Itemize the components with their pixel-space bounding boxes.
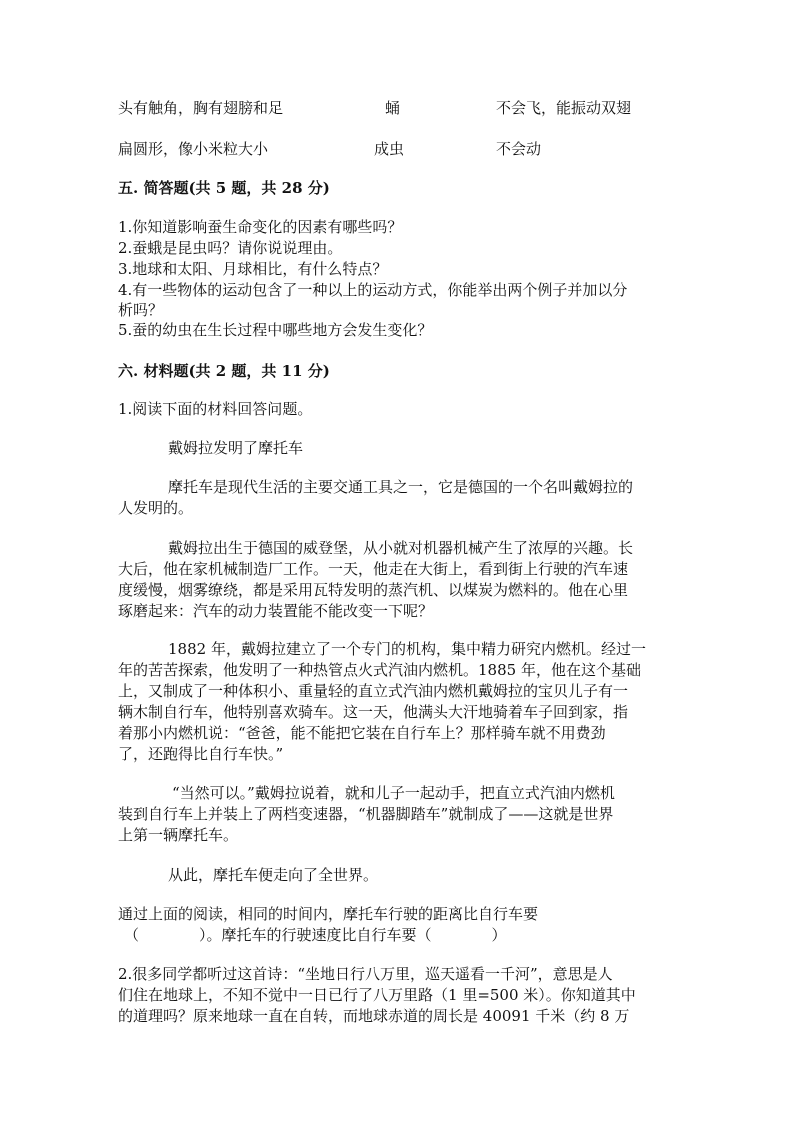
question-2-line-3: 的道理吗？原来地球一直在自转，而地球赤道的周长是 40091 千米（约 8 万: [118, 1007, 630, 1025]
paragraph-4-line-1: “当然可以。”戴姆拉说着，就和儿子一起动手，把直立式汽油内燃机: [172, 784, 615, 802]
paragraph-3-line-1: 1882 年，戴姆拉建立了一个专门的机构，集中精力研究内燃机。经过一: [168, 640, 646, 658]
paragraph-3-line-5: 着那小内燃机说：“爸爸，能不能把它装在自行车上？那样骑车就不用费劲: [118, 724, 606, 742]
section5-item-2: 2.蚕蛾是昆虫吗？请你说说理由。: [118, 239, 343, 257]
paragraph-3-line-2: 年的苦苦探索，他发明了一种热管点火式汽油内燃机。1885 年，他在这个基础: [118, 661, 641, 679]
match-right-1: 不会飞，能振动双翅: [496, 99, 632, 117]
section5-heading: 五. 简答题(共 5 题，共 28 分): [118, 179, 330, 197]
question-1-line-1: 通过上面的阅读，相同的时间内，摩托车行驶的距离比自行车要: [118, 905, 539, 923]
section5-item-4-cont: 析吗？: [118, 301, 164, 319]
article-title: 戴姆拉发明了摩托车: [168, 439, 304, 457]
match-mid-1: 蛹: [385, 99, 401, 117]
paragraph-5: 从此，摩托车便走向了全世界。: [168, 866, 379, 884]
paragraph-3-line-6: 了，还跑得比自行车快。”: [118, 745, 284, 763]
section5-item-1: 1.你知道影响蚕生命变化的因素有哪些吗？: [118, 218, 403, 236]
question-2-line-2: 们住在地球上，不知不觉中一日已行了八万里路（1 里=500 米）。你知道其中: [118, 986, 636, 1004]
section6-heading: 六. 材料题(共 2 题，共 11 分): [118, 362, 330, 380]
paragraph-2-line-2: 大后，他在家机械制造厂工作。一天，他走在大街上，看到街上行驶的汽车速: [118, 560, 629, 578]
match-left-2: 扁圆形，像小米粒大小: [118, 140, 269, 158]
match-left-1: 头有触角，胸有翅膀和足: [118, 99, 284, 117]
question-2-line-1: 2.很多同学都听过这首诗：“坐地日行八万里，巡天遥看一千河”，意思是人: [118, 965, 613, 983]
match-mid-2: 成虫: [374, 140, 405, 158]
paragraph-3-line-3: 上，又制成了一种体积小、重量轻的直立式汽油内燃机戴姆拉的宝贝儿子有一: [118, 682, 629, 700]
paragraph-4-line-2: 装到自行车上并装上了两档变速器，“机器脚踏车”就制成了——这就是世界: [118, 805, 614, 823]
paragraph-3-line-4: 辆木制自行车，他特别喜欢骑车。这一天，他满头大汗地骑着车子回到家，指: [118, 703, 629, 721]
paragraph-2-line-1: 戴姆拉出生于德国的威登堡，从小就对机器机械产生了浓厚的兴趣。长: [168, 539, 634, 557]
paragraph-1-line-2: 人发明的。: [118, 499, 194, 517]
question-1-intro: 1.阅读下面的材料回答问题。: [118, 400, 313, 418]
section5-item-4: 4.有一些物体的运动包含了一种以上的运动方式，你能举出两个例子并加以分: [118, 281, 628, 299]
match-right-2: 不会动: [496, 140, 542, 158]
paragraph-2-line-4: 琢磨起来：汽车的动力装置能不能改变一下呢？: [118, 602, 434, 620]
section5-item-3: 3.地球和太阳、月球相比，有什么特点？: [118, 260, 388, 278]
question-1-line-2: （ ）。摩托车的行驶速度比自行车要（ ）: [124, 926, 507, 944]
paragraph-4-line-3: 上第一辆摩托车。: [118, 826, 239, 844]
paragraph-1-line-1: 摩托车是现代生活的主要交通工具之一，它是德国的一个名叫戴姆拉的: [168, 478, 634, 496]
paragraph-2-line-3: 度缓慢，烟雾缭绕，都是采用瓦特发明的蒸汽机、以煤炭为燃料的。他在心里: [118, 581, 629, 599]
section5-item-5: 5.蚕的幼虫在生长过程中哪些地方会发生变化？: [118, 321, 433, 339]
